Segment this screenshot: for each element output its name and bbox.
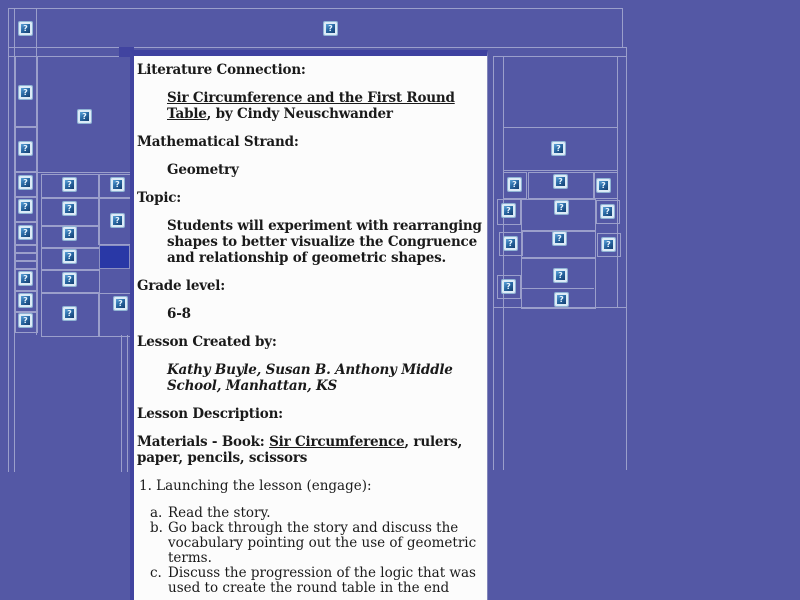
- grid-line: [493, 56, 626, 57]
- materials-prefix: Materials - Book:: [137, 434, 270, 450]
- broken-image-icon[interactable]: [554, 269, 567, 282]
- question-mark-glyph: ?: [118, 298, 123, 308]
- broken-image-icon[interactable]: [19, 314, 32, 327]
- broken-image-icon[interactable]: [19, 86, 32, 99]
- broken-image-icon[interactable]: [554, 175, 567, 188]
- question-mark-glyph: ?: [601, 180, 606, 190]
- list-item: [137, 506, 482, 521]
- grid-line: [622, 8, 623, 47]
- lesson-document: [130, 50, 488, 600]
- topic-value: Students will experiment with rearranging shapes to better visualize the Congruence and relationship of geometric shapes.: [167, 218, 482, 266]
- question-mark-glyph: ?: [559, 202, 564, 212]
- list-item-marker: b.: [150, 520, 163, 536]
- broken-image-icon[interactable]: [63, 250, 76, 263]
- question-mark-glyph: ?: [605, 206, 610, 216]
- list-item-marker: a.: [150, 505, 163, 521]
- grid-line: [626, 47, 627, 470]
- list-item-marker: c.: [150, 565, 162, 581]
- broken-image-icon[interactable]: [63, 202, 76, 215]
- list-item-text: Read the story.: [168, 505, 271, 521]
- question-mark-glyph: ?: [82, 111, 87, 121]
- grid-line: [521, 288, 594, 289]
- broken-image-icon[interactable]: [63, 307, 76, 320]
- question-mark-glyph: ?: [67, 179, 72, 189]
- question-mark-glyph: ?: [23, 201, 28, 211]
- question-mark-glyph: ?: [23, 295, 28, 305]
- question-mark-glyph: ?: [23, 177, 28, 187]
- lesson-description-heading: Lesson Description:: [137, 406, 283, 422]
- broken-image-icon[interactable]: [19, 226, 32, 239]
- question-mark-glyph: ?: [558, 176, 563, 186]
- list-item: [137, 521, 482, 566]
- grid-line: [503, 56, 504, 470]
- broken-image-icon[interactable]: [555, 201, 568, 214]
- question-mark-glyph: ?: [67, 274, 72, 284]
- materials-line: [137, 434, 482, 466]
- selected-grid-cell[interactable]: [99, 245, 130, 269]
- question-mark-glyph: ?: [67, 203, 72, 213]
- grid-line: [8, 47, 626, 48]
- broken-image-icon[interactable]: [597, 179, 610, 192]
- question-mark-glyph: ?: [506, 281, 511, 291]
- list-item-text: Go back through the story and discuss the vocabulary pointing out the use of geometric terms.: [168, 520, 477, 566]
- broken-image-icon[interactable]: [19, 142, 32, 155]
- question-mark-glyph: ?: [23, 87, 28, 97]
- question-mark-glyph: ?: [67, 251, 72, 261]
- question-mark-glyph: ?: [328, 23, 333, 33]
- broken-image-icon[interactable]: [508, 178, 521, 191]
- lesson-author: Kathy Buyle, Susan B. Anthony Middle School, Manhattan, KS: [167, 362, 453, 394]
- materials-suffix: , rulers, paper, pencils, scissors: [137, 434, 463, 466]
- broken-image-icon[interactable]: [19, 272, 32, 285]
- broken-image-icon[interactable]: [555, 293, 568, 306]
- broken-image-icon[interactable]: [111, 214, 124, 227]
- broken-image-icon[interactable]: [502, 204, 515, 217]
- question-mark-glyph: ?: [23, 143, 28, 153]
- topic-heading: Topic:: [137, 190, 182, 206]
- question-mark-glyph: ?: [508, 238, 513, 248]
- list-item-text: Discuss the progression of the logic that was used to create the round table in the end: [168, 565, 476, 596]
- broken-image-icon[interactable]: [504, 237, 517, 250]
- broken-image-icon[interactable]: [63, 227, 76, 240]
- broken-image-icon[interactable]: [114, 297, 127, 310]
- broken-image-icon[interactable]: [601, 205, 614, 218]
- question-mark-glyph: ?: [556, 143, 561, 153]
- book-title: Sir Circumference and the First Round Table: [167, 90, 455, 122]
- lesson-created-by-heading: Lesson Created by:: [137, 334, 277, 350]
- grid-line: [493, 56, 494, 470]
- question-mark-glyph: ?: [67, 228, 72, 238]
- broken-image-icon[interactable]: [19, 176, 32, 189]
- list-item: [137, 566, 482, 596]
- list-intro: 1. Launching the lesson (engage):: [139, 478, 372, 494]
- broken-image-icon[interactable]: [324, 22, 337, 35]
- broken-image-icon[interactable]: [63, 178, 76, 191]
- question-mark-glyph: ?: [115, 215, 120, 225]
- question-mark-glyph: ?: [23, 23, 28, 33]
- question-mark-glyph: ?: [115, 179, 120, 189]
- literature-connection-heading: Literature Connection:: [137, 62, 306, 78]
- book-author: , by Cindy Neuschwander: [206, 106, 393, 122]
- question-mark-glyph: ?: [67, 308, 72, 318]
- engage-list: [137, 506, 482, 596]
- broken-image-icon[interactable]: [19, 200, 32, 213]
- question-mark-glyph: ?: [606, 239, 611, 249]
- launch-section: [137, 478, 482, 596]
- question-mark-glyph: ?: [23, 227, 28, 237]
- grid-line: [503, 127, 617, 128]
- broken-image-icon[interactable]: [552, 142, 565, 155]
- grid-line: [127, 335, 128, 472]
- grid-line: [8, 8, 9, 472]
- broken-image-icon[interactable]: [19, 294, 32, 307]
- broken-image-icon[interactable]: [111, 178, 124, 191]
- question-mark-glyph: ?: [23, 315, 28, 325]
- book-reference: [167, 90, 482, 122]
- question-mark-glyph: ?: [557, 233, 562, 243]
- broken-image-icon[interactable]: [602, 238, 615, 251]
- broken-image-icon[interactable]: [63, 273, 76, 286]
- question-mark-glyph: ?: [512, 179, 517, 189]
- grid-line: [121, 335, 122, 472]
- question-mark-glyph: ?: [23, 273, 28, 283]
- broken-image-icon[interactable]: [553, 232, 566, 245]
- question-mark-glyph: ?: [506, 205, 511, 215]
- broken-image-icon[interactable]: [19, 22, 32, 35]
- broken-image-icon[interactable]: [502, 280, 515, 293]
- mathematical-strand-heading: Mathematical Strand:: [137, 134, 299, 150]
- strand-value: Geometry: [167, 162, 239, 178]
- question-mark-glyph: ?: [558, 270, 563, 280]
- grid-line: [503, 170, 617, 171]
- broken-image-icon[interactable]: [78, 110, 91, 123]
- grade-level-heading: Grade level:: [137, 278, 225, 294]
- materials-book-title: Sir Circumference: [269, 434, 405, 450]
- grid-line: [8, 8, 623, 9]
- grid-line: [493, 307, 626, 308]
- grade-level-value: 6-8: [167, 306, 191, 322]
- question-mark-glyph: ?: [559, 294, 564, 304]
